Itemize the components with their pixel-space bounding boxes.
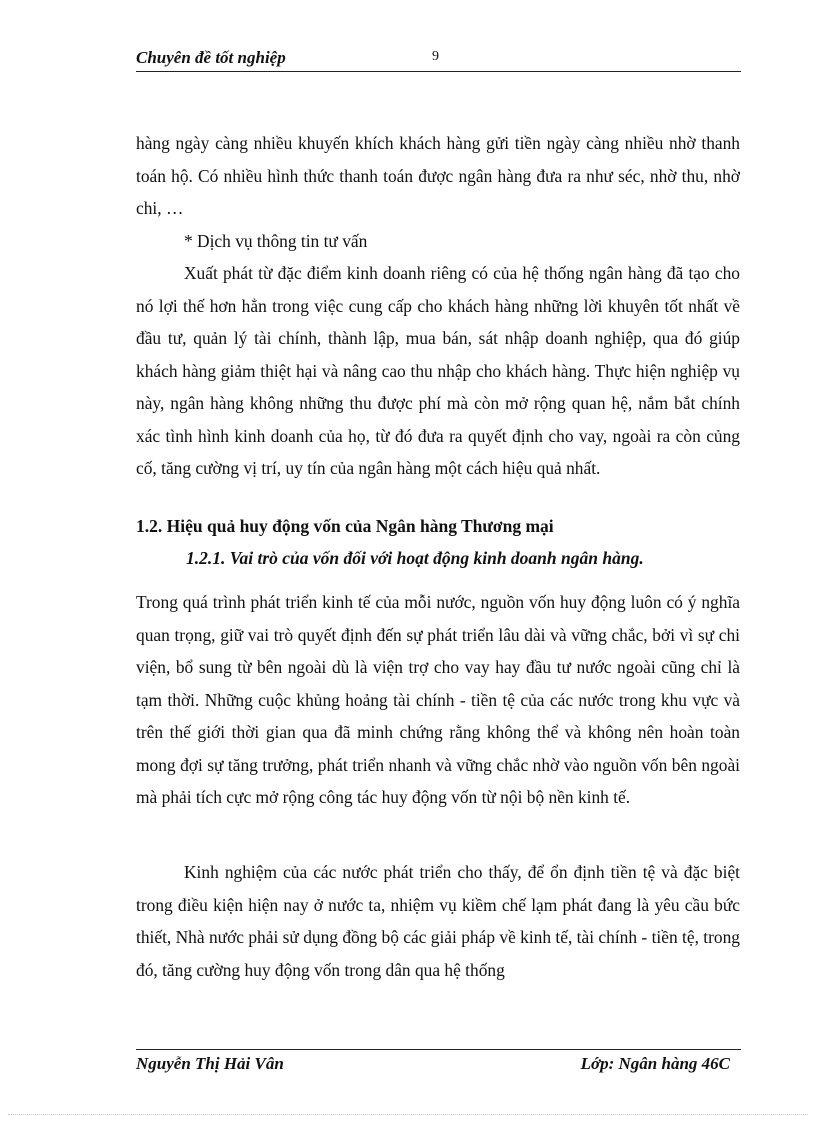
paragraph-capital-role: Trong quá trình phát triển kinh tế của mỗi nước, nguồn vốn huy động luôn có ý nghĩa quan trọng, giữ vai trò quyết định đến sự phát triển lâu dài và vững chắc, bởi vì sự chi viện, bổ sung từ bên ngoài dù là viện trợ cho vay hay đầu tư nước ngoài cũng chỉ là tạm thời. Những cuộc khủng hoảng tài chính - tiền tệ của các nước trong khu vực và trên thế giới thời gian qua đã minh chứng rằng không thể và không nên hoàn toàn mong đợi sự tăng trưởng, phát triển nhanh và vững chắc nhờ vào nguồn vốn bên ngoài mà phải tích cực mở rộng công tác huy động vốn từ nội bộ nền kinh tế. <box>136 592 740 807</box>
paragraph-consulting: Xuất phát từ đặc điểm kinh doanh riêng có của hệ thống ngân hàng đã tạo cho nó lợi thế hơn hẳn trong việc cung cấp cho khách hàng những lời khuyên tốt nhất về đầu tư, quản lý tài chính, thành lập, mua bán, sát nhập doanh nghiệp, qua đó giúp khách hàng giảm thiệt hại và nâng cao thu nhập cho khách hàng. Thực hiện nghiệp vụ này, ngân hàng không những thu được phí mà còn mở rộng quan hệ, nắm bắt chính xác tình hình kinh doanh của họ, từ đó đưa ra quyết định cho vay, ngoài ra còn củng cố, tăng cường vị trí, uy tín của ngân hàng một cách hiệu quả nhất. <box>136 263 740 478</box>
body-block-2 <box>136 586 740 814</box>
footer-author: Nguyễn Thị Hải Vân <box>136 1054 284 1073</box>
page-number: 9 <box>432 49 439 64</box>
body-block-1 <box>136 127 740 485</box>
footer-divider <box>136 1049 741 1050</box>
paragraph-experience: Kinh nghiệm của các nước phát triển cho thấy, để ổn định tiền tệ và đặc biệt trong điều kiện hiện nay ở nước ta, nhiệm vụ kiềm chế lạm phát đang là yêu cầu bức thiết, Nhà nước phải sử dụng đồng bộ các giải pháp về kinh tế, tài chính - tiền tệ, trong đó, tăng cường huy động vốn trong dân qua hệ thống <box>136 862 740 980</box>
header-title: Chuyên đề tốt nghiệp <box>136 48 286 67</box>
body-block-3 <box>136 856 740 986</box>
footer-class: Lớp: Ngân hàng 46C <box>580 1054 730 1073</box>
header-divider <box>136 71 741 72</box>
section-heading: 1.2. Hiệu quả huy động vốn của Ngân hàng Thương mại <box>136 516 554 536</box>
bullet-consulting: * Dịch vụ thông tin tư vấn <box>184 230 368 251</box>
subsection-heading: 1.2.1. Vai trò của vốn đối với hoạt động kinh doanh ngân hàng. <box>186 548 644 568</box>
paragraph-payment: hàng ngày càng nhiều khuyến khích khách hàng gửi tiền ngày càng nhiều nhờ thanh toán hộ. Có nhiều hình thức thanh toán được ngân hàng đưa ra như séc, nhờ thu, nhờ chi, … <box>136 133 740 218</box>
page-edge-dotted-line <box>8 1114 808 1115</box>
